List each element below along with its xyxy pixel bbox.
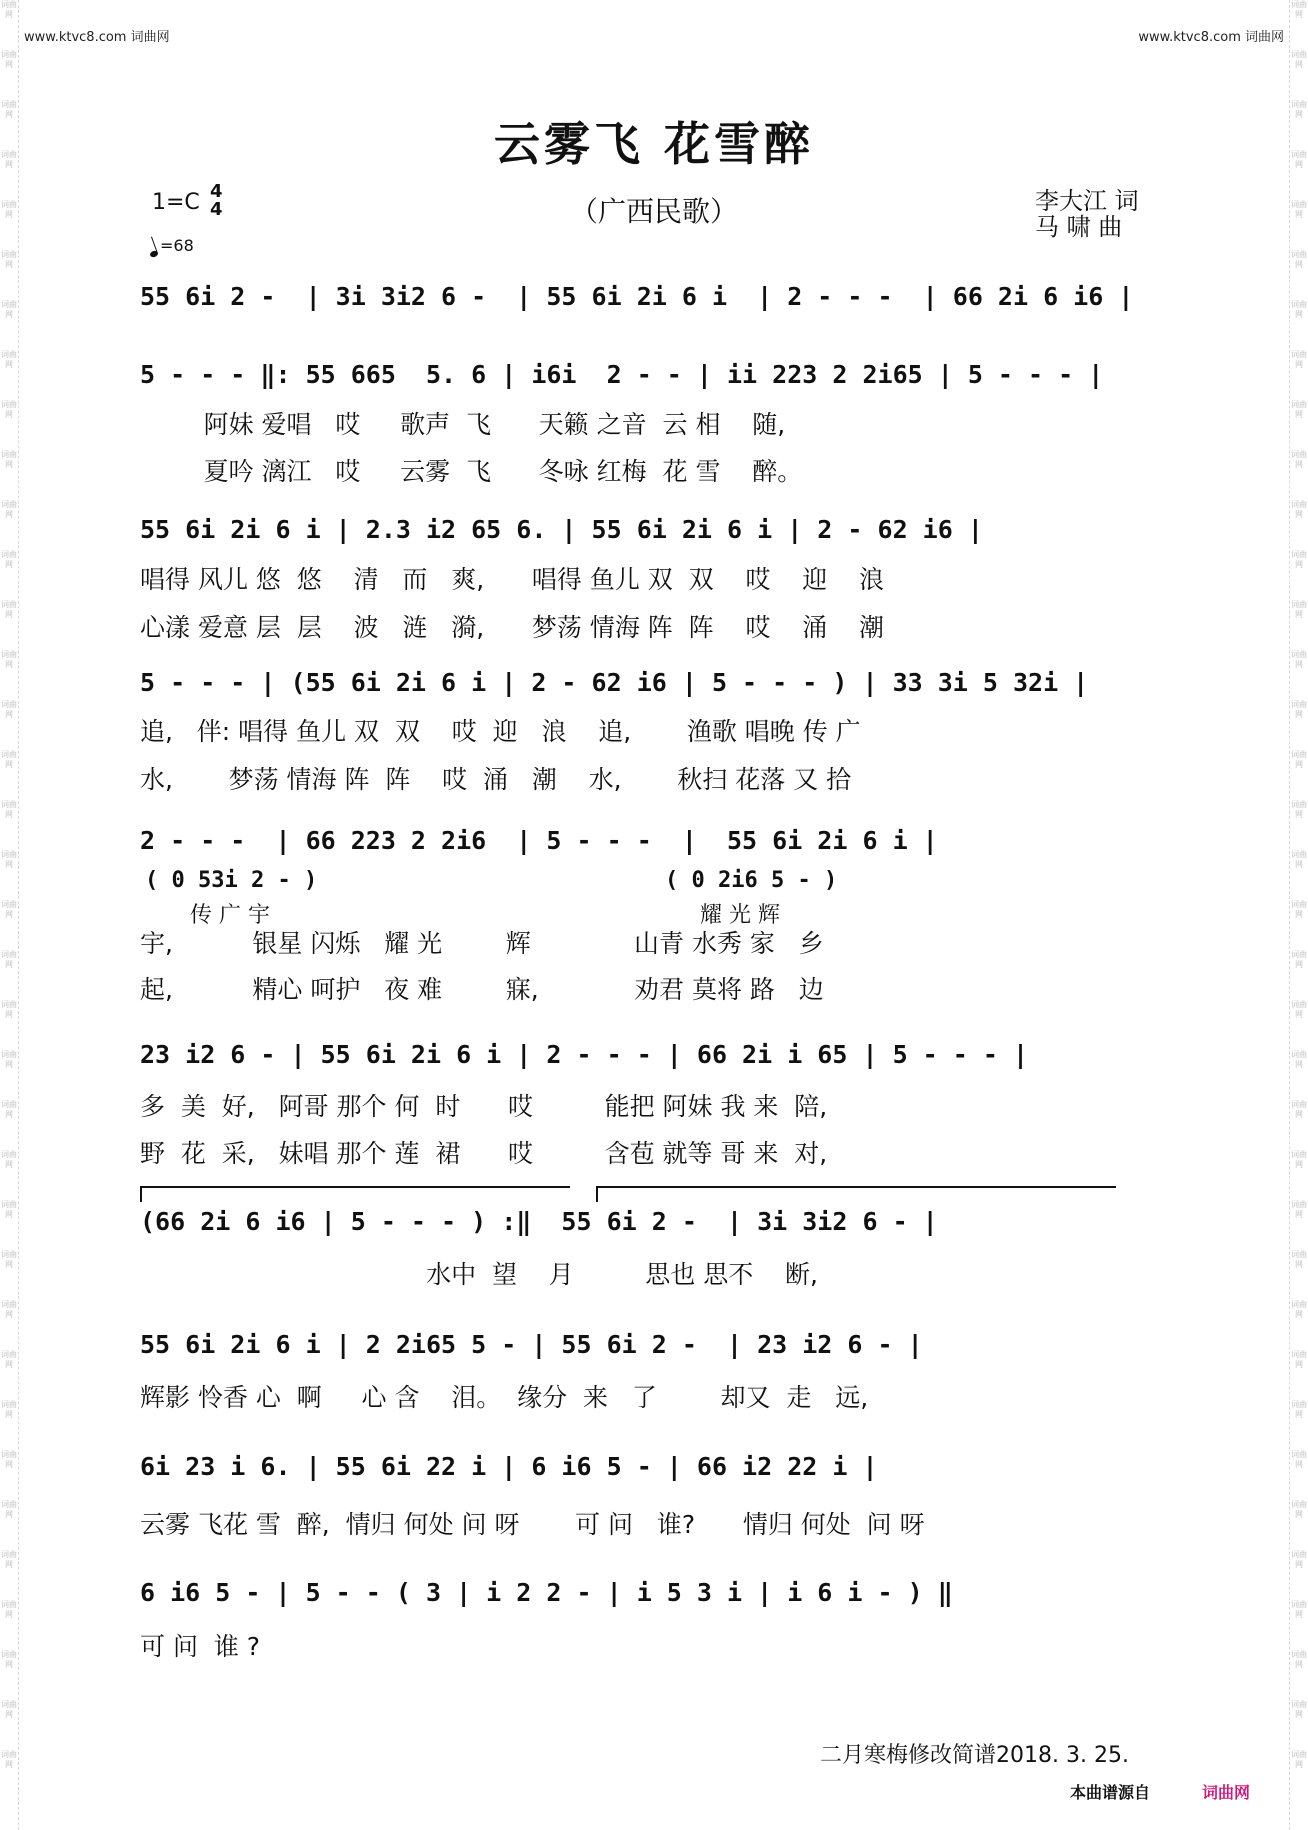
lyric-line: 云雾 飞花 雪 醉, 情归 何处 问 呀 可 问 谁? 情归 何处 问 呀 bbox=[140, 1510, 925, 1539]
footer-source bbox=[1070, 1780, 1250, 1803]
score-line: 55 6i 2i 6 i | 2 2i65 5 - | 55 6i 2 - | 23 i2 6 - | bbox=[140, 1330, 923, 1359]
song-credits bbox=[1035, 188, 1139, 240]
volta-bracket-2 bbox=[596, 1186, 1116, 1188]
score-line: 5 - - - | (55 6i 2i 6 i | 2 - 62 i6 | 5 - - - ) | 33 3i 5 32i | bbox=[140, 668, 1089, 697]
lyricist: 李大江 词 bbox=[1035, 187, 1139, 215]
footer-source-label: 本曲谱源自 bbox=[1070, 1783, 1151, 1802]
composer: 马 啸 曲 bbox=[1035, 213, 1123, 241]
lyric-line: 追, 伴: 唱得 鱼儿 双 双 哎 迎 浪 追, 渔歌 唱晚 传 广 bbox=[140, 717, 861, 746]
tempo-value: =68 bbox=[160, 236, 194, 255]
tempo-marking bbox=[150, 236, 194, 255]
inner-part-notes: ( 0 53i 2 - ) bbox=[145, 868, 318, 893]
lyric-line: 夏吟 漓江 哎 云雾 飞 冬咏 红梅 花 雪 醉。 bbox=[140, 457, 803, 486]
right-watermark-strip: 词曲网 词曲网 词曲网 词曲网 词曲网 词曲网 词曲网 词曲网 词曲网 词曲网 词曲网 词曲网 词曲网 词曲网 词曲网 词曲网 词曲网 词曲网 词曲网 词曲网 词曲网 词曲网 词曲网 词曲网 词曲网 词曲网 词曲网 词曲网 词曲网 词曲网 词曲网 词曲网 词曲网 词曲网 词曲网 词曲网 bbox=[1289, 0, 1308, 1830]
inner-part-lyric: 耀 光 辉 bbox=[700, 903, 780, 928]
score-line: (66 2i 6 i6 | 5 - - - ) :‖ 55 6i 2 - | 3i 3i2 6 - | bbox=[140, 1207, 938, 1236]
footer-source-site: 词曲网 bbox=[1202, 1783, 1251, 1802]
lyric-line: 唱得 风儿 悠 悠 清 而 爽, 唱得 鱼儿 双 双 哎 迎 浪 bbox=[140, 565, 885, 594]
header-site-left: www.ktvc8.com 词曲网 bbox=[24, 30, 170, 45]
lyric-line: 水中 望 月 思也 思不 断, bbox=[140, 1260, 818, 1289]
quarter-note-icon bbox=[149, 250, 159, 258]
score-line: 23 i2 6 - | 55 6i 2i 6 i | 2 - - - | 66 2i i 65 | 5 - - - | bbox=[140, 1040, 1029, 1069]
header-site-right: www.ktvc8.com 词曲网 bbox=[1138, 30, 1284, 45]
score-line: 55 6i 2 - | 3i 3i2 6 - | 55 6i 2i 6 i | 2 - - - | 66 2i 6 i6 | bbox=[140, 282, 1134, 311]
lyric-line: 辉影 怜香 心 啊 心 含 泪。 缘分 来 了 却又 走 远, bbox=[140, 1383, 869, 1412]
score-line: 2 - - - | 66 223 2 2i6 | 5 - - - | 55 6i 2i 6 i | bbox=[140, 826, 938, 855]
lyric-line: 宇, 银星 闪烁 耀 光 辉 山青 水秀 家 乡 bbox=[140, 929, 824, 958]
time-signature bbox=[210, 183, 223, 219]
lyric-line: 水, 梦荡 情海 阵 阵 哎 涌 潮 水, 秋扫 花落 又 拾 bbox=[140, 765, 852, 794]
score-line: 6 i6 5 - | 5 - - ( 3 | i 2 2 - | i 5 3 i | i 6 i - ) ‖ bbox=[140, 1578, 953, 1607]
score-line: 5 - - - ‖: 55 665 5. 6 | i6i 2 - - | ii 223 2 2i65 | 5 - - - | bbox=[140, 360, 1104, 389]
score-line: 55 6i 2i 6 i | 2.3 i2 65 6. | 55 6i 2i 6 i | 2 - 62 i6 | bbox=[140, 515, 983, 544]
inner-part-notes: ( 0 2i6 5 - ) bbox=[665, 868, 838, 893]
key-signature: 1=C bbox=[152, 190, 200, 215]
lyric-line: 可 问 谁 ? bbox=[140, 1632, 261, 1661]
song-genre: （广西民歌） bbox=[570, 195, 739, 228]
lyric-line: 多 美 好, 阿哥 那个 何 时 哎 能把 阿妹 我 来 陪, bbox=[140, 1092, 828, 1121]
left-watermark-strip: 词曲网 词曲网 词曲网 词曲网 词曲网 词曲网 词曲网 词曲网 词曲网 词曲网 词曲网 词曲网 词曲网 词曲网 词曲网 词曲网 词曲网 词曲网 词曲网 词曲网 词曲网 词曲网 词曲网 词曲网 词曲网 词曲网 词曲网 词曲网 词曲网 词曲网 词曲网 词曲网 词曲网 词曲网 词曲网 词曲网 bbox=[0, 0, 19, 1830]
revision-note: 二月寒梅修改简谱2018. 3. 25. bbox=[820, 1743, 1129, 1768]
song-title: 云雾飞 花雪醉 bbox=[493, 117, 814, 171]
lyric-line: 起, 精心 呵护 夜 难 寐, 劝君 莫将 路 边 bbox=[140, 975, 824, 1004]
lyric-line: 心漾 爱意 层 层 波 涟 漪, 梦荡 情海 阵 阵 哎 涌 潮 bbox=[140, 613, 885, 642]
time-numerator: 4 bbox=[210, 181, 223, 202]
lyric-line: 野 花 采, 妹唱 那个 莲 裙 哎 含苞 就等 哥 来 对, bbox=[140, 1139, 828, 1168]
time-denominator: 4 bbox=[210, 199, 223, 220]
score-line: 6i 23 i 6. | 55 6i 22 i | 6 i6 5 - | 66 i2 22 i | bbox=[140, 1452, 878, 1481]
lyric-line: 阿妹 爱唱 哎 歌声 飞 天籁 之音 云 相 随, bbox=[140, 410, 786, 439]
inner-part-lyric: 传 广 宇 bbox=[190, 903, 270, 928]
volta-bracket-1 bbox=[140, 1186, 570, 1188]
